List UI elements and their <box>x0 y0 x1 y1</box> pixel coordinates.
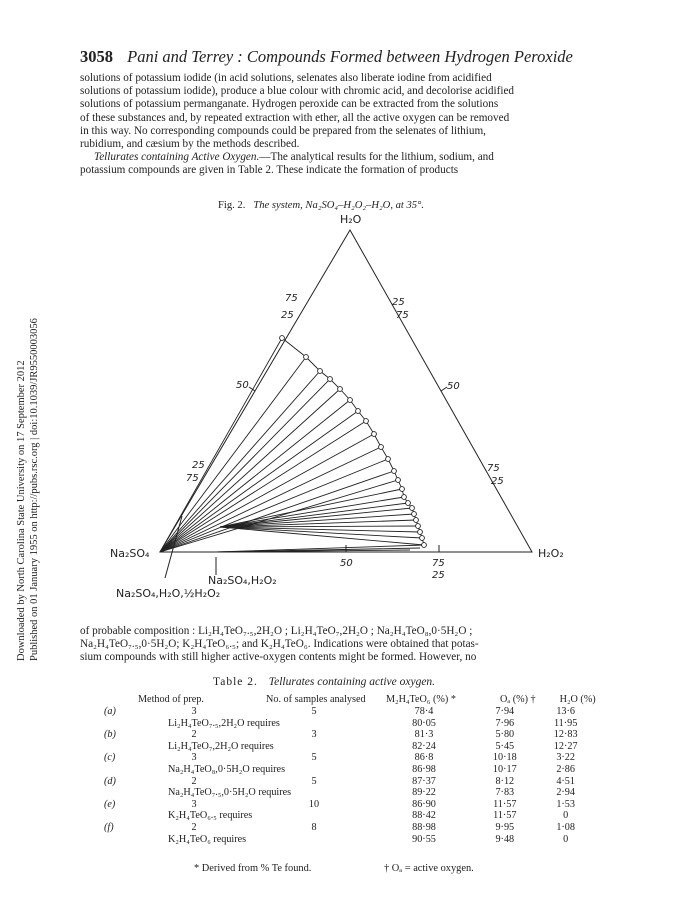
water-cell: 0 <box>563 810 569 822</box>
solubility-point <box>392 469 397 474</box>
samples-cell: 2 <box>191 729 197 741</box>
tick-label: 25 <box>432 570 445 581</box>
table-body <box>104 706 596 845</box>
text-line: Na₂H₄TeO₇.₅,0·5H₂O; K₂H₄TeO₆.₅; and K₂H₄TeO₆. Indications were obtained that potas- <box>80 638 479 651</box>
solubility-point <box>304 355 309 360</box>
text-line: sium compounds with still higher active-oxygen contents might be formed. However, no <box>80 651 477 664</box>
method-cell: (b) <box>104 729 116 741</box>
tie-line <box>160 434 374 552</box>
samples-cell: Li₂H₄TeO₇,2H₂O requires <box>168 740 274 752</box>
compound-label-peroxohydrate: Na₂SO₄,H₂O₂ <box>208 574 277 587</box>
samples-cell: 3 <box>191 798 197 810</box>
tellurate-cell: 86·98 <box>412 763 436 775</box>
solubility-point <box>356 409 361 414</box>
triangle-outline <box>160 230 532 552</box>
running-title: Pani and Terrey : Compounds Formed between Hydrogen Peroxide <box>127 47 573 66</box>
active-oxygen-cell: 11·57 <box>493 810 517 822</box>
tie-line <box>160 421 366 552</box>
apex-label-peroxide: H₂O₂ <box>538 547 564 560</box>
text-line: of these substances and, by repeated extraction with ether, all the active oxygen can be removed <box>80 111 510 124</box>
samples-cell: Na₂H₄TeO₇.₅,0·5H₂O requires <box>168 787 292 799</box>
table-number: Table 2. <box>213 676 258 688</box>
method-cell: (a) <box>104 706 116 717</box>
water-cell: 11·95 <box>553 717 578 729</box>
text-line: solutions of potassium permanganate. Hydrogen peroxide can be extracted from the solutions <box>80 98 499 111</box>
tick-label: 75 <box>396 310 409 321</box>
table-row <box>104 729 596 741</box>
solubility-point <box>420 536 425 541</box>
figure-label: Fig. 2. <box>218 200 246 211</box>
samples-cell: 2 <box>191 821 197 833</box>
active-oxygen-cell: 9·95 <box>495 821 515 833</box>
water-cell: 0 <box>563 833 569 845</box>
method-cell <box>104 787 134 799</box>
active-oxygen-cell: 5·45 <box>495 740 515 752</box>
active-oxygen-cell: 10·17 <box>492 763 517 775</box>
apex-label-water: H₂O <box>340 213 362 226</box>
tellurate-cell: 82·24 <box>412 740 436 752</box>
section-heading: Tellurates containing Active Oxygen. <box>94 151 260 164</box>
solubility-point <box>318 369 323 374</box>
tellurate-cell: 86·90 <box>412 798 436 810</box>
compound-label-hydrate: Na₂SO₄,H₂O,½H₂O₂ <box>116 587 221 600</box>
method-cell <box>104 718 134 730</box>
tie-line <box>220 497 404 527</box>
tellurate-cell: 88·42 <box>412 810 436 822</box>
apex-label-sodium-sulfate: Na₂SO₄ <box>110 547 150 560</box>
table-caption <box>213 676 435 688</box>
water-cell: 1·53 <box>556 798 575 810</box>
samples-cell: K₂H₄TeO₆ requires <box>168 833 247 845</box>
text-line: solutions of potassium iodide), produce a blue colour with chromic acid, and decolorise acidified <box>80 85 515 98</box>
method-cell <box>104 764 134 776</box>
table-row <box>104 810 596 822</box>
solubility-point <box>422 543 427 548</box>
text-line: of probable composition : Li₂H₄TeO₇.₅,2H₂O ; Li₂H₄TeO₇,2H₂O ; Na₂H₄TeO₈,0·5H₂O ; <box>80 625 473 637</box>
tellurates-table <box>104 692 596 845</box>
water-cell: 13·6 <box>556 706 575 717</box>
table-row <box>104 718 596 730</box>
solubility-point <box>406 501 411 506</box>
solubility-point <box>418 530 423 535</box>
active-oxygen-cell: 7·83 <box>495 787 515 799</box>
tellurate-cell: 86·8 <box>414 752 434 764</box>
tellurate-cell: 90·55 <box>412 833 436 845</box>
samples-cell: 3 <box>191 706 197 717</box>
text-line: potassium compounds are given in Table 2. These indicate the formation of products <box>80 164 459 177</box>
col-header-water: H₂O (%) <box>559 693 596 705</box>
tick-label: 75 <box>487 463 500 474</box>
samples-cell: Li₂H₄TeO₇.₅,2H₂O requires <box>168 717 280 729</box>
table-row <box>104 752 596 764</box>
samples-cell: 3 <box>191 752 197 764</box>
solubility-point <box>280 336 285 341</box>
solubility-point <box>400 487 405 492</box>
col-header-tellurate: M₂H₄TeO₆ (%) * <box>386 693 456 705</box>
table-row <box>104 764 596 776</box>
method-cell <box>104 741 134 753</box>
water-cell: 2·94 <box>556 787 575 799</box>
tick-label: 75 <box>186 473 199 484</box>
solubility-point <box>416 524 421 529</box>
tick-label: 50 <box>236 380 249 391</box>
active-oxygen-cell: 5·80 <box>495 729 515 741</box>
water-cell: 2·86 <box>556 763 575 775</box>
tellurate-cell: 89·22 <box>412 787 436 799</box>
table-row <box>104 706 596 718</box>
text-line: solutions of potassium iodide (in acid solutions, selenates also liberate iodine from acidified <box>80 72 492 84</box>
active-oxygen-cell: 8·12 <box>495 775 515 787</box>
tellurate-cell: 80·05 <box>412 717 436 729</box>
analysed-cell: 3 <box>311 729 317 741</box>
table-row <box>104 822 596 834</box>
tick-label: 25 <box>392 297 405 308</box>
text-line: in this way. No corresponding compounds could be prepared from the selenates of lithium, <box>80 124 486 137</box>
tick-label: 50 <box>447 381 460 392</box>
table-row <box>104 776 596 788</box>
tick-label: 25 <box>281 310 294 321</box>
tick-label: 25 <box>491 476 504 487</box>
text-line: rubidium, and cæsium by the methods described. <box>80 138 300 151</box>
tick-label: 75 <box>285 293 298 304</box>
solubility-point <box>402 495 407 500</box>
watermark-line-published: Published on 01 January 1955 on http://pubs.rsc.org | doi:10.1039/JR9550003056 <box>29 318 40 661</box>
analysed-cell: 10 <box>308 798 320 810</box>
solubility-point <box>364 419 369 424</box>
active-oxygen-cell: 7·94 <box>495 706 515 717</box>
active-oxygen-cell: 11·57 <box>493 798 517 810</box>
col-header-method: Method of prep. <box>138 693 204 705</box>
solubility-point <box>386 457 391 462</box>
analysed-cell: 5 <box>311 706 317 717</box>
solubility-point <box>328 377 333 382</box>
solubility-point <box>338 387 343 392</box>
tie-line <box>220 508 412 527</box>
tellurate-cell: 78·4 <box>414 706 434 717</box>
tellurate-cell: 81·3 <box>414 729 434 741</box>
solubility-point <box>396 478 401 483</box>
table-row <box>104 799 596 811</box>
col-header-active-oxygen: Oₐ (%) † <box>500 693 536 705</box>
water-cell: 4·51 <box>556 775 575 787</box>
samples-cell: K₂H₄TeO₆.₅ requires <box>168 810 253 822</box>
water-cell: 3·22 <box>556 752 575 764</box>
table-row <box>104 787 596 799</box>
figure-caption-text: The system, Na₂SO₄–H₂O₂–H₂O, at 35°. <box>253 200 424 211</box>
solubility-point <box>412 512 417 517</box>
method-cell: (e) <box>104 798 116 810</box>
solubility-point <box>372 432 377 437</box>
solubility-point <box>379 445 384 450</box>
tellurate-cell: 88·98 <box>412 821 436 833</box>
active-oxygen-cell: 7·96 <box>495 717 515 729</box>
tick-label: 25 <box>192 460 205 471</box>
watermark-line-downloaded: Downloaded by North Carolina State University on 17 September 2012 <box>16 360 27 661</box>
table-footnote-te: * Derived from % Te found. <box>194 863 312 874</box>
solubility-point <box>414 518 419 523</box>
analysed-cell: 5 <box>311 775 317 787</box>
page-number: 3058 <box>80 47 113 66</box>
water-cell: 12·83 <box>553 729 578 741</box>
table-footnote-active-oxygen: † Oₐ = active oxygen. <box>384 863 474 874</box>
table-row <box>104 834 596 846</box>
active-oxygen-cell: 10·18 <box>492 752 517 764</box>
tick-label: 75 <box>432 558 445 569</box>
method-cell <box>104 834 134 846</box>
method-cell: (c) <box>104 752 116 764</box>
method-cell: (f) <box>104 821 114 833</box>
water-cell: 12·27 <box>553 740 578 752</box>
solubility-point <box>348 398 353 403</box>
samples-cell: Na₂H₄TeO₈,0·5H₂O requires <box>168 763 286 775</box>
table-header-row <box>104 692 596 706</box>
tellurate-cell: 87·37 <box>412 775 436 787</box>
table-row <box>104 741 596 753</box>
water-cell: 1·08 <box>556 821 575 833</box>
active-oxygen-cell: 9·48 <box>495 833 515 845</box>
solubility-point <box>410 506 415 511</box>
solubility-curve <box>280 336 427 548</box>
tick-label: 50 <box>340 558 353 569</box>
composition-paragraph <box>80 625 620 665</box>
analysed-cell: 5 <box>311 752 317 764</box>
table-title: Tellurates containing active oxygen. <box>268 676 436 688</box>
text-line: —The analytical results for the lithium, sodium, and <box>259 151 494 164</box>
col-header-samples: No. of samples analysed <box>266 693 366 705</box>
method-cell: (d) <box>104 775 116 787</box>
samples-cell: 2 <box>191 775 197 787</box>
method-cell <box>104 810 134 822</box>
analysed-cell: 8 <box>311 821 317 833</box>
tie-lines <box>160 338 424 552</box>
